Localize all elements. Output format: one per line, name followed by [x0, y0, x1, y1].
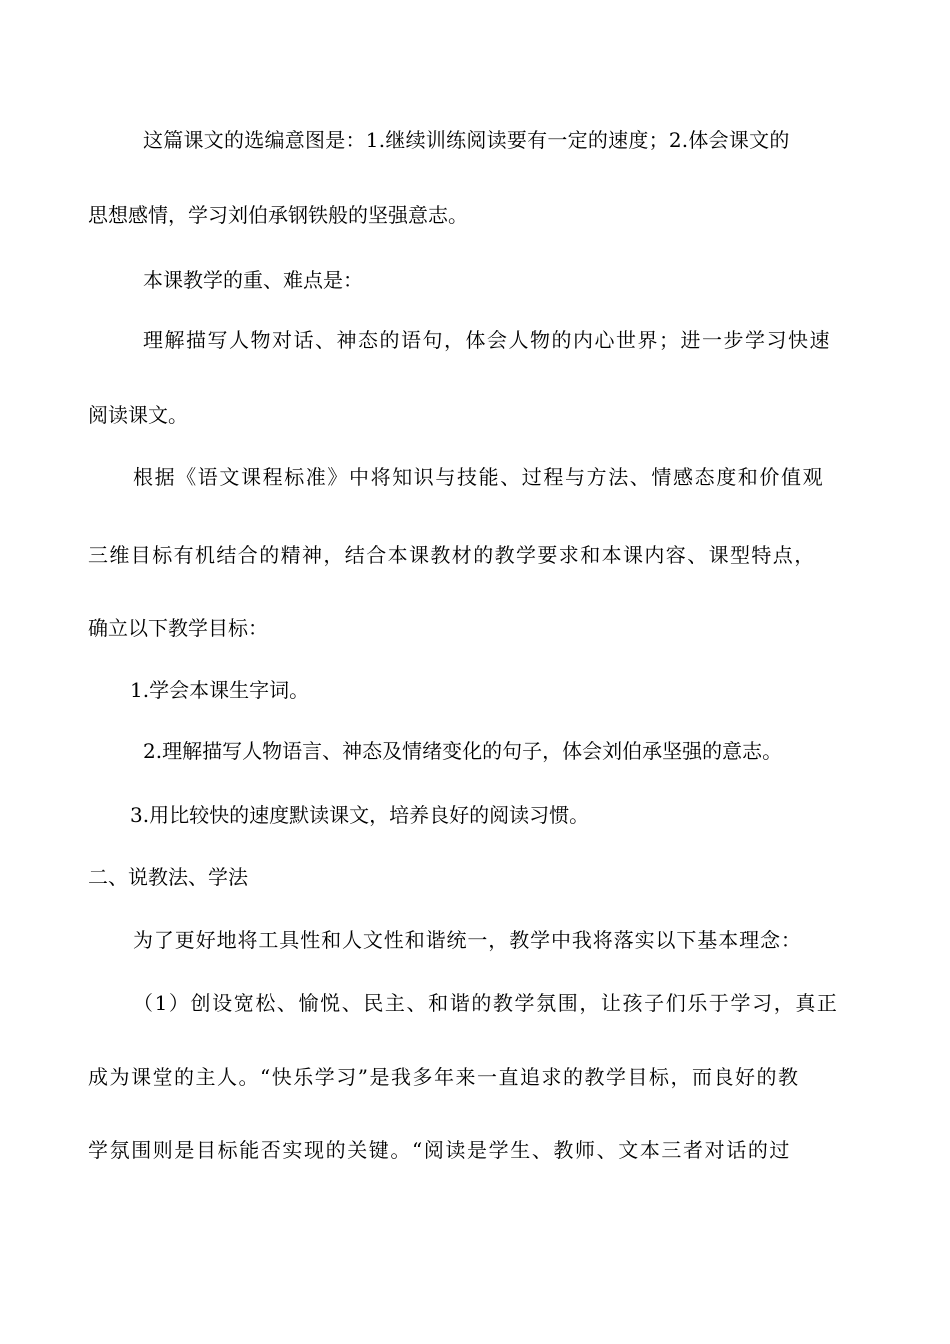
text-line: 理解描写人物对话、神态的语句，体会人物的内心世界；进一步学习快速 [143, 328, 831, 352]
text-line: 根据《语文课程标准》中将知识与技能、过程与方法、情感态度和价值观 [133, 465, 825, 489]
text-line: 成为课堂的主人。“快乐学习”是我多年来一直追求的教学目标，而良好的教 [88, 1065, 800, 1089]
list-item: 3.用比较快的速度默读课文，培养良好的阅读习惯。 [130, 803, 590, 827]
text-line: 为了更好地将工具性和人文性和谐统一，教学中我将落实以下基本理念： [133, 928, 802, 952]
text-line: 学氛围则是目标能否实现的关键。“阅读是学生、教师、文本三者对话的过 [88, 1138, 792, 1162]
text-line: 三维目标有机结合的精神，结合本课教材的教学要求和本课内容、课型特点， [88, 543, 816, 567]
list-item: 2.理解描写人物语言、神态及情绪变化的句子，体会刘伯承坚强的意志。 [143, 739, 783, 763]
text-line: 这篇课文的选编意图是：1.继续训练阅读要有一定的速度；2.体会课文的 [143, 128, 790, 152]
text-line: 思想感情，学习刘伯承钢铁般的坚强意志。 [88, 203, 468, 227]
text-line: 确立以下教学目标： [88, 616, 268, 640]
section-heading: 二、说教法、学法 [88, 865, 248, 889]
text-line: 本课教学的重、难点是： [143, 268, 363, 292]
text-line: （1）创设宽松、愉悦、民主、和谐的教学氛围，让孩子们乐于学习，真正 [133, 991, 839, 1015]
text-line: 阅读课文。 [88, 403, 188, 427]
list-item: 1.学会本课生字词。 [130, 678, 310, 702]
